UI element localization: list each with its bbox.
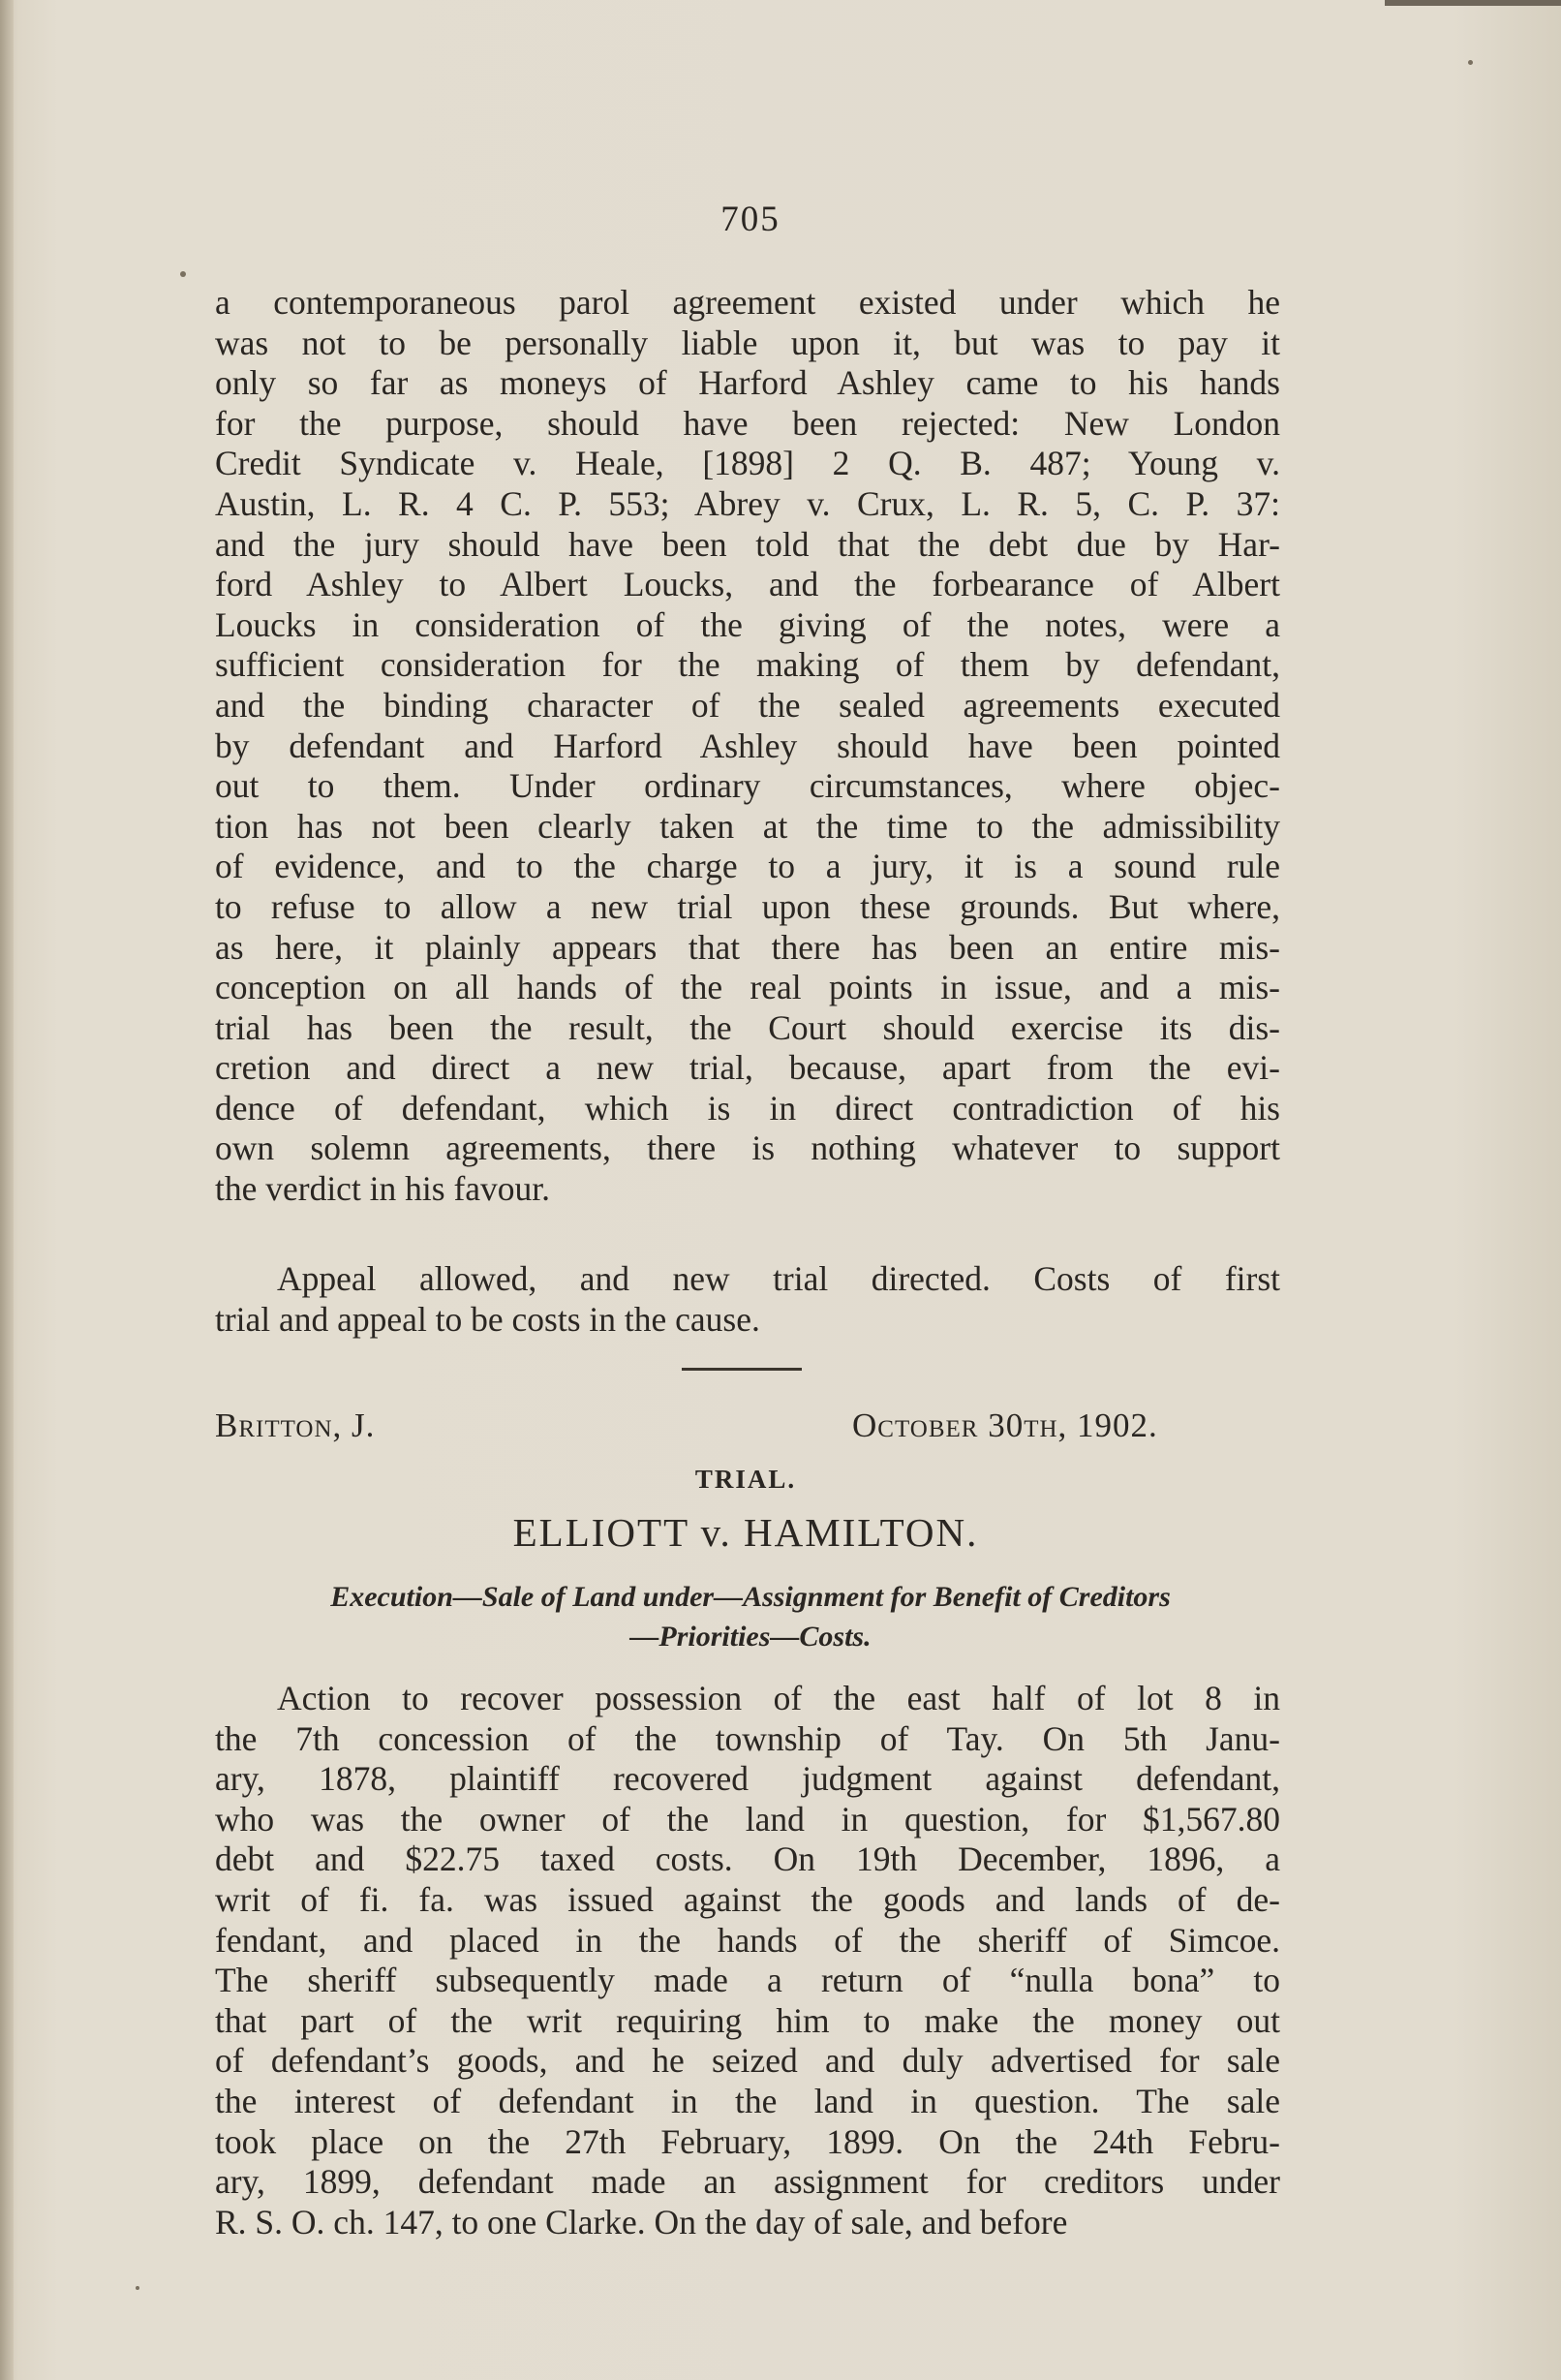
case-title: ELLIOTT v. HAMILTON.	[512, 1510, 979, 1555]
paper-speck	[180, 271, 186, 277]
text-line: ary, 1899, defendant made an assignment for creditors under	[215, 2162, 1280, 2202]
text-line: Credit Syndicate v. Heale, [1898] 2 Q. B. 487; Young v.	[215, 444, 1280, 483]
disposition-paragraph	[215, 1259, 1280, 1340]
text-line: dence of defendant, which is in direct contradiction of his	[215, 1088, 1280, 1128]
text-line: and the jury should have been told that the debt due by Har-	[215, 524, 1280, 564]
text-line: fendant, and placed in the hands of the sheriff of Simcoe.	[215, 1920, 1280, 1960]
text-line: and the binding character of the sealed agreements executed	[215, 685, 1280, 725]
page-number: 705	[720, 200, 780, 239]
text-line: R. S. O. ch. 147, to one Clarke. On the day of sale, and before	[215, 2202, 1068, 2241]
text-line: writ of fi. fa. was issued against the goods and lands of de-	[215, 1879, 1280, 1919]
text-line: Action to recover possession of the east half of lot 8 in	[277, 1679, 1280, 1717]
text-line: trial and appeal to be costs in the cause.	[215, 1299, 760, 1339]
text-line: took place on the 27th February, 1899. On the 24th Febru-	[215, 2121, 1280, 2161]
text-line: as here, it plainly appears that there has been an entire mis-	[215, 927, 1280, 967]
paper-speck	[136, 2286, 139, 2290]
headnote-line: Execution—Sale of Land under—Assignment for Benefit of Creditors	[330, 1581, 1171, 1613]
text-line: by defendant and Harford Ashley should have been pointed	[215, 726, 1280, 765]
text-line: cretion and direct a new trial, because, apart from the evi-	[215, 1048, 1280, 1088]
top-edge-mark	[1385, 0, 1561, 6]
trial-label: TRIAL.	[694, 1465, 797, 1494]
text-line: conception on all hands of the real points in issue, and a mis-	[215, 968, 1280, 1007]
text-line: was not to be personally liable upon it, but was to pay it	[215, 323, 1280, 362]
text-line: sufficient consideration for the making of them by defendant,	[215, 645, 1280, 685]
text-line: ary, 1878, plaintiff recovered judgment against defendant,	[215, 1759, 1280, 1799]
headnote-line: —Priorities—Costs.	[629, 1621, 872, 1653]
case-body-paragraph	[215, 1679, 1280, 2242]
text-line: out to them. Under ordinary circumstances, where objec-	[215, 766, 1280, 806]
section-divider	[682, 1368, 802, 1371]
text-line: a contemporaneous parol agreement existed under which he	[215, 283, 1280, 322]
judgment-date: October 30th, 1902.	[852, 1406, 1158, 1444]
text-line: own solemn agreements, there is nothing whatever to support	[215, 1128, 1280, 1168]
text-line: the interest of defendant in the land in question. The sale	[215, 2081, 1280, 2120]
text-line: that part of the writ requiring him to make the money out	[215, 2000, 1280, 2040]
text-line: Austin, L. R. 4 C. P. 553; Abrey v. Crux, L. R. 5, C. P. 37:	[215, 483, 1280, 523]
page-binding-edge	[0, 0, 14, 2380]
text-line: the 7th concession of the township of Tay. On 5th Janu-	[215, 1718, 1280, 1758]
judge-name: Britton, J.	[215, 1406, 376, 1444]
text-line: to refuse to allow a new trial upon these grounds. But where,	[215, 886, 1280, 926]
text-line: of defendant’s goods, and he seized and duly advertised for sale	[215, 2041, 1280, 2081]
argument-paragraph	[215, 283, 1280, 1210]
text-line: who was the owner of the land in question, for $1,567.80	[215, 1799, 1280, 1839]
text-line: The sheriff subsequently made a return of “nulla bona” to	[215, 1961, 1280, 2000]
text-line: the verdict in his favour.	[215, 1169, 551, 1209]
text-line: Appeal allowed, and new trial directed. Costs of first	[277, 1259, 1280, 1298]
text-line: tion has not been clearly taken at the time to the admissibility	[215, 806, 1280, 846]
text-line: Loucks in consideration of the giving of the notes, were a	[215, 604, 1280, 644]
text-line: debt and $22.75 taxed costs. On 19th December, 1896, a	[215, 1839, 1280, 1879]
text-line: ford Ashley to Albert Loucks, and the forbearance of Albert	[215, 565, 1280, 604]
text-line: for the purpose, should have been rejected: New London	[215, 403, 1280, 443]
text-line: only so far as moneys of Harford Ashley came to his hands	[215, 363, 1280, 403]
text-line: of evidence, and to the charge to a jury, it is a sound rule	[215, 847, 1280, 886]
text-line: trial has been the result, the Court should exercise its dis-	[215, 1007, 1280, 1047]
headnote	[213, 1577, 1288, 1656]
paper-speck	[1468, 60, 1473, 65]
